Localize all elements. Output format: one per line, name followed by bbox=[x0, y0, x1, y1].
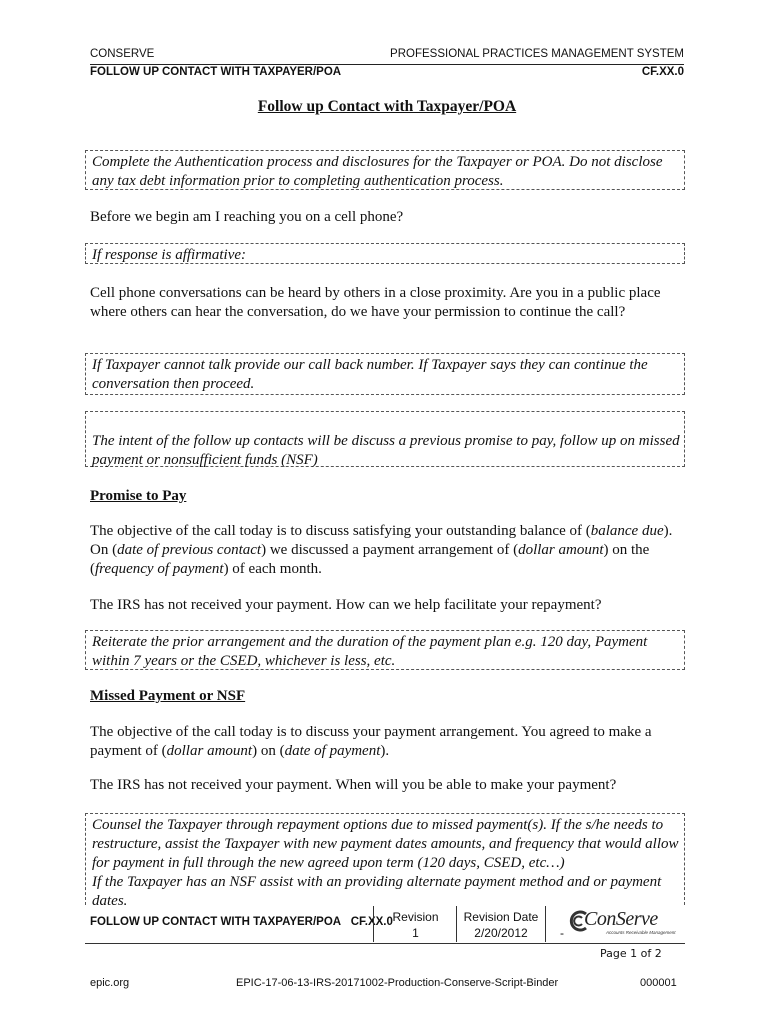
missed-not-received: The IRS has not received your payment. When will you be able to make your payment? bbox=[90, 777, 617, 793]
instruction-box-affirmative: If response is affirmative: bbox=[85, 243, 685, 264]
instruction-box-reiterate: Reiterate the prior arrangement and the duration of the payment plan e.g. 120 day, Payment within 7 years or the CSED, whichever is less, etc. bbox=[85, 630, 685, 670]
footer-revision-cell: Revision 1 bbox=[373, 906, 457, 942]
instruction-box-intent: The intent of the follow up contacts will be discuss a previous promise to pay, follow up on missed payment or nonsufficient funds (NSF) bbox=[85, 411, 685, 467]
header-system: PROFESSIONAL PRACTICES MANAGEMENT SYSTEM bbox=[390, 48, 684, 60]
instruction-box-counsel: Counsel the Taxpayer through repayment options due to missed payment(s). If the s/he needs to restructure, assist the Taxpayer with new payment dates amounts, and frequency that would allow for payment in full through the new agreed upon term (120 days, CSED, etc…) If the Taxpayer has an NSF assist with an providing alternate payment method and or payment dates. bbox=[85, 813, 685, 905]
bates-left: epic.org bbox=[90, 977, 130, 989]
section-heading-missed-payment: Missed Payment or NSF bbox=[90, 688, 246, 704]
header-top-row bbox=[90, 48, 684, 60]
conserve-logo bbox=[568, 908, 684, 938]
cell-phone-disclaimer: Cell phone conversations can be heard by others in a close proximity. Are you in a public place where others can hear the conversation, do we have your permission to continue the call? bbox=[90, 285, 661, 320]
header-doc-title: FOLLOW UP CONTACT WITH TAXPAYER/POA bbox=[90, 66, 342, 78]
question-cell-phone: Before we begin am I reaching you on a cell phone? bbox=[90, 209, 404, 225]
logo-tagline: Accounts Receivable Management bbox=[606, 930, 676, 935]
promise-not-received: The IRS has not received your payment. How can we help facilitate your repayment? bbox=[90, 597, 602, 613]
header-company: CONSERVE bbox=[90, 48, 155, 60]
header-doc-code: CF.XX.0 bbox=[641, 66, 684, 78]
logo-wordmark: ConServe bbox=[584, 908, 658, 930]
footer-rule bbox=[85, 943, 685, 944]
instruction-box-authentication: Complete the Authentication process and disclosures for the Taxpayer or POA. Do not disclose any tax debt information prior to completing authentication process. bbox=[85, 150, 685, 190]
page-title: Follow up Contact with Taxpayer/POA bbox=[257, 98, 517, 115]
footer-doc-title: FOLLOW UP CONTACT WITH TAXPAYER/POA CF.XX.0 bbox=[90, 916, 393, 928]
missed-objective-paragraph: The objective of the call today is to discuss your payment arrangement. You agreed to make a payment of (dollar amount) on (date of payment). bbox=[90, 724, 652, 759]
bates-center: EPIC-17-06-13-IRS-20171002-Production-Conserve-Script-Binder bbox=[236, 977, 559, 989]
footer-dash: - bbox=[560, 926, 564, 940]
page-number: Page 1 of 2 bbox=[600, 947, 662, 960]
instruction-box-callback: If Taxpayer cannot talk provide our call back number. If Taxpayer says they can continue the conversation then proceed. bbox=[85, 353, 685, 395]
section-heading-promise-to-pay: Promise to Pay bbox=[90, 488, 187, 504]
promise-objective-paragraph: The objective of the call today is to discuss satisfying your outstanding balance of (balance due). On (date of previous contact) we discussed a payment arrangement of (dollar amount) on the (frequency of payment) of each month. bbox=[90, 523, 673, 577]
bates-right: 000001 bbox=[640, 977, 677, 989]
header-rule bbox=[90, 64, 684, 65]
header-bottom-row bbox=[90, 66, 684, 78]
footer-revision-date-cell: Revision Date 2/20/2012 bbox=[456, 906, 546, 942]
